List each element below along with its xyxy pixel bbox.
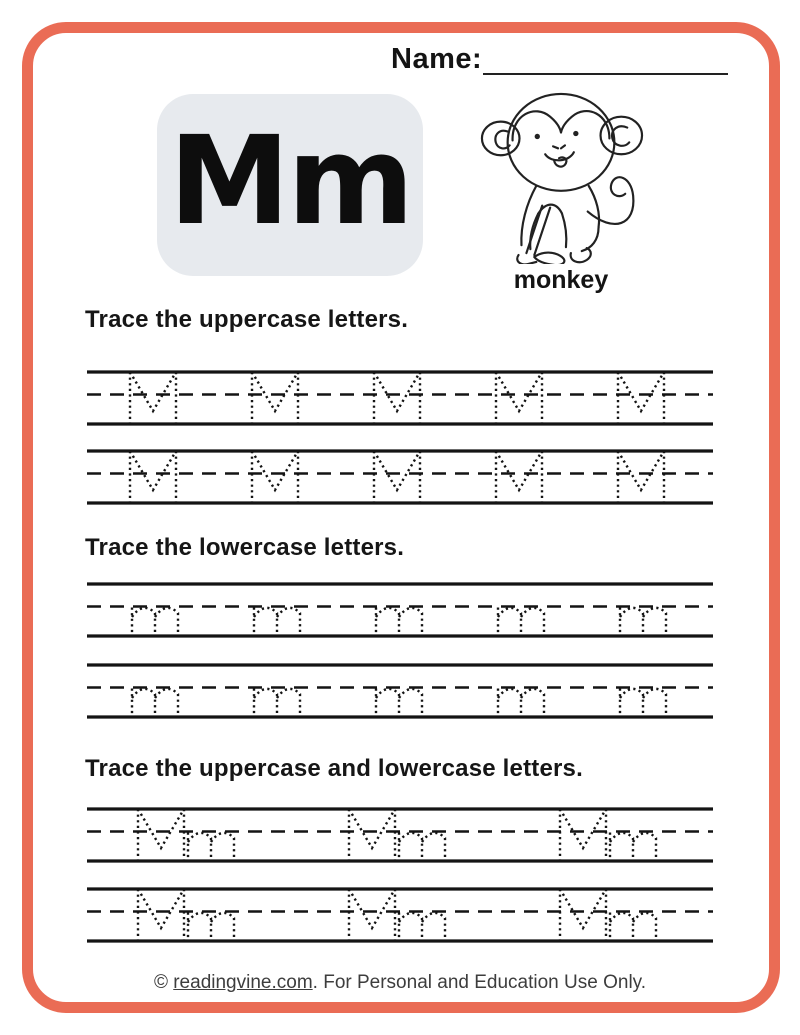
trace-row-mixed-1 (85, 805, 715, 865)
trace-row-uppercase-1 (85, 368, 715, 428)
heading-mixed: Trace the uppercase and lowercase letters. (85, 755, 583, 782)
footer-copyright (0, 972, 800, 994)
readingvine-link[interactable]: readingvine.com (173, 972, 313, 993)
name-label: Name: (391, 43, 483, 75)
trace-row-lowercase-1 (85, 580, 715, 640)
mascot-caption: monkey (513, 266, 609, 294)
heading-lowercase: Trace the lowercase letters. (85, 534, 405, 561)
heading-uppercase: Trace the uppercase letters. (85, 306, 409, 333)
letter-card (157, 94, 423, 276)
trace-row-mixed-2 (85, 885, 715, 945)
monkey-drawing-icon (477, 86, 645, 264)
letter-card-text: Mm (168, 110, 412, 252)
trace-row-lowercase-2 (85, 661, 715, 721)
trace-row-uppercase-2 (85, 447, 715, 507)
footer-prefix: © (153, 972, 174, 993)
monkey-illustration (477, 86, 645, 264)
footer-suffix: . For Personal and Education Use Only. (312, 972, 647, 993)
name-fill-in-line (483, 73, 728, 75)
